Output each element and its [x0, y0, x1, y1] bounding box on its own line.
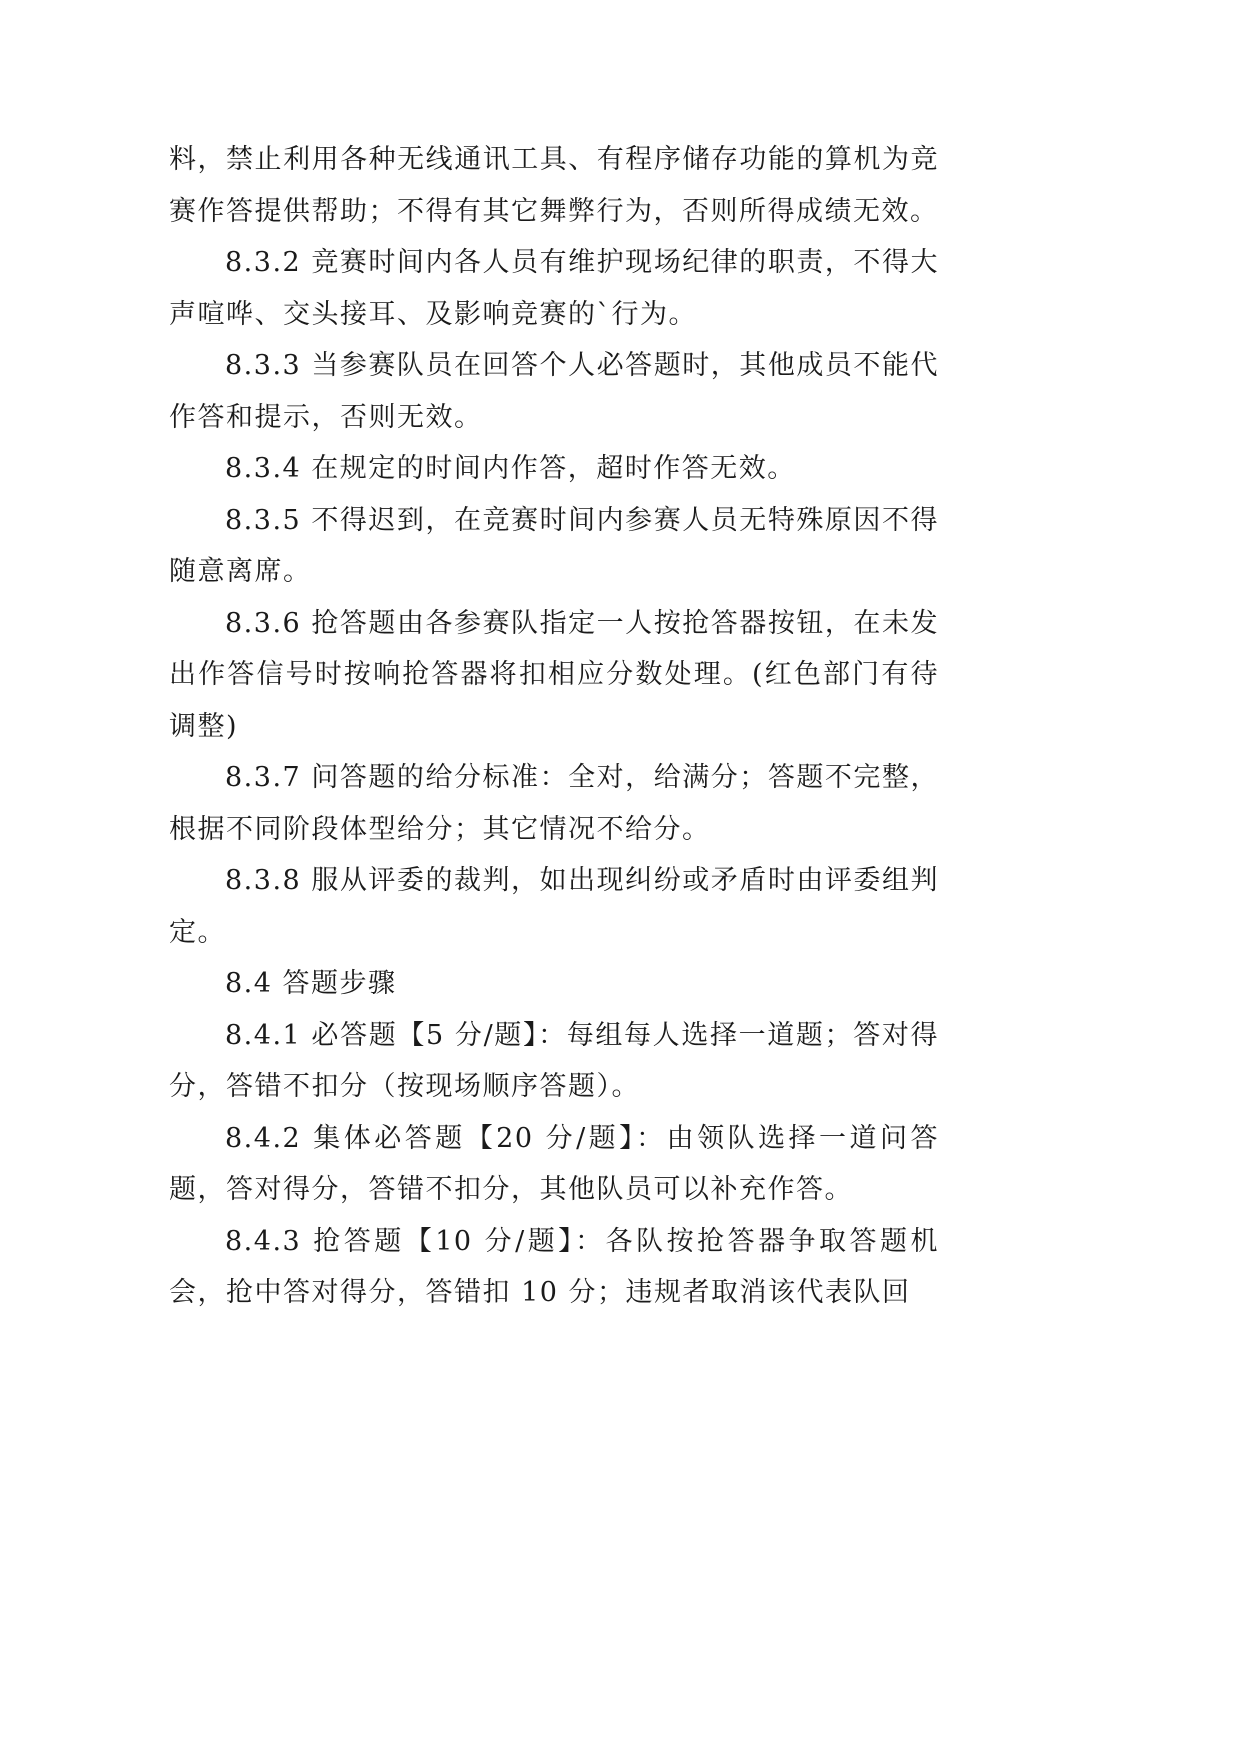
paragraph-prohibition-continued: 料，禁止利用各种无线通讯工具、有程序储存功能的算机为竞赛作答提供帮助；不得有其它舞弊行为，否则所得成绩无效。 — [169, 144, 939, 227]
document-body — [169, 134, 939, 1319]
paragraph-8-4-1: 8.4.1 必答题【5 分/题】：每组每人选择一道题；答对得分，答错不扣分（按现场顺序答题）。 — [169, 1019, 939, 1102]
paragraph-8-3-2: 8.3.2 竞赛时间内各人员有维护现场纪律的职责，不得大声喧哗、交头接耳、及影响竞赛的`行为。 — [169, 247, 939, 330]
paragraph-8-3-3: 8.3.3 当参赛队员在回答个人必答题时，其他成员不能代作答和提示，否则无效。 — [169, 350, 939, 433]
paragraph-8-3-7: 8.3.7 问答题的给分标准：全对，给满分；答题不完整，根据不同阶段体型给分；其它情况不给分。 — [169, 762, 939, 845]
section-heading-8-4: 8.4 答题步骤 — [225, 968, 397, 999]
paragraph-8-3-6: 8.3.6 抢答题由各参赛队指定一人按抢答器按钮，在未发出作答信号时按响抢答器将扣相应分数处理。(红色部门有待调整) — [169, 607, 939, 742]
paragraph-8-3-8: 8.3.8 服从评委的裁判，如出现纠纷或矛盾时由评委组判定。 — [169, 865, 939, 948]
paragraph-8-4-2: 8.4.2 集体必答题【20 分/题】：由领队选择一道问答题，答对得分，答错不扣分，其他队员可以补充作答。 — [169, 1122, 939, 1205]
paragraph-8-3-5: 8.3.5 不得迟到，在竞赛时间内参赛人员无特殊原因不得随意离席。 — [169, 504, 939, 587]
paragraph-8-4-3: 8.4.3 抢答题【10 分/题】：各队按抢答器争取答题机会，抢中答对得分，答错扣 10 分；违规者取消该代表队回 — [169, 1225, 939, 1308]
paragraph-8-3-4: 8.3.4 在规定的时间内作答，超时作答无效。 — [225, 453, 796, 484]
